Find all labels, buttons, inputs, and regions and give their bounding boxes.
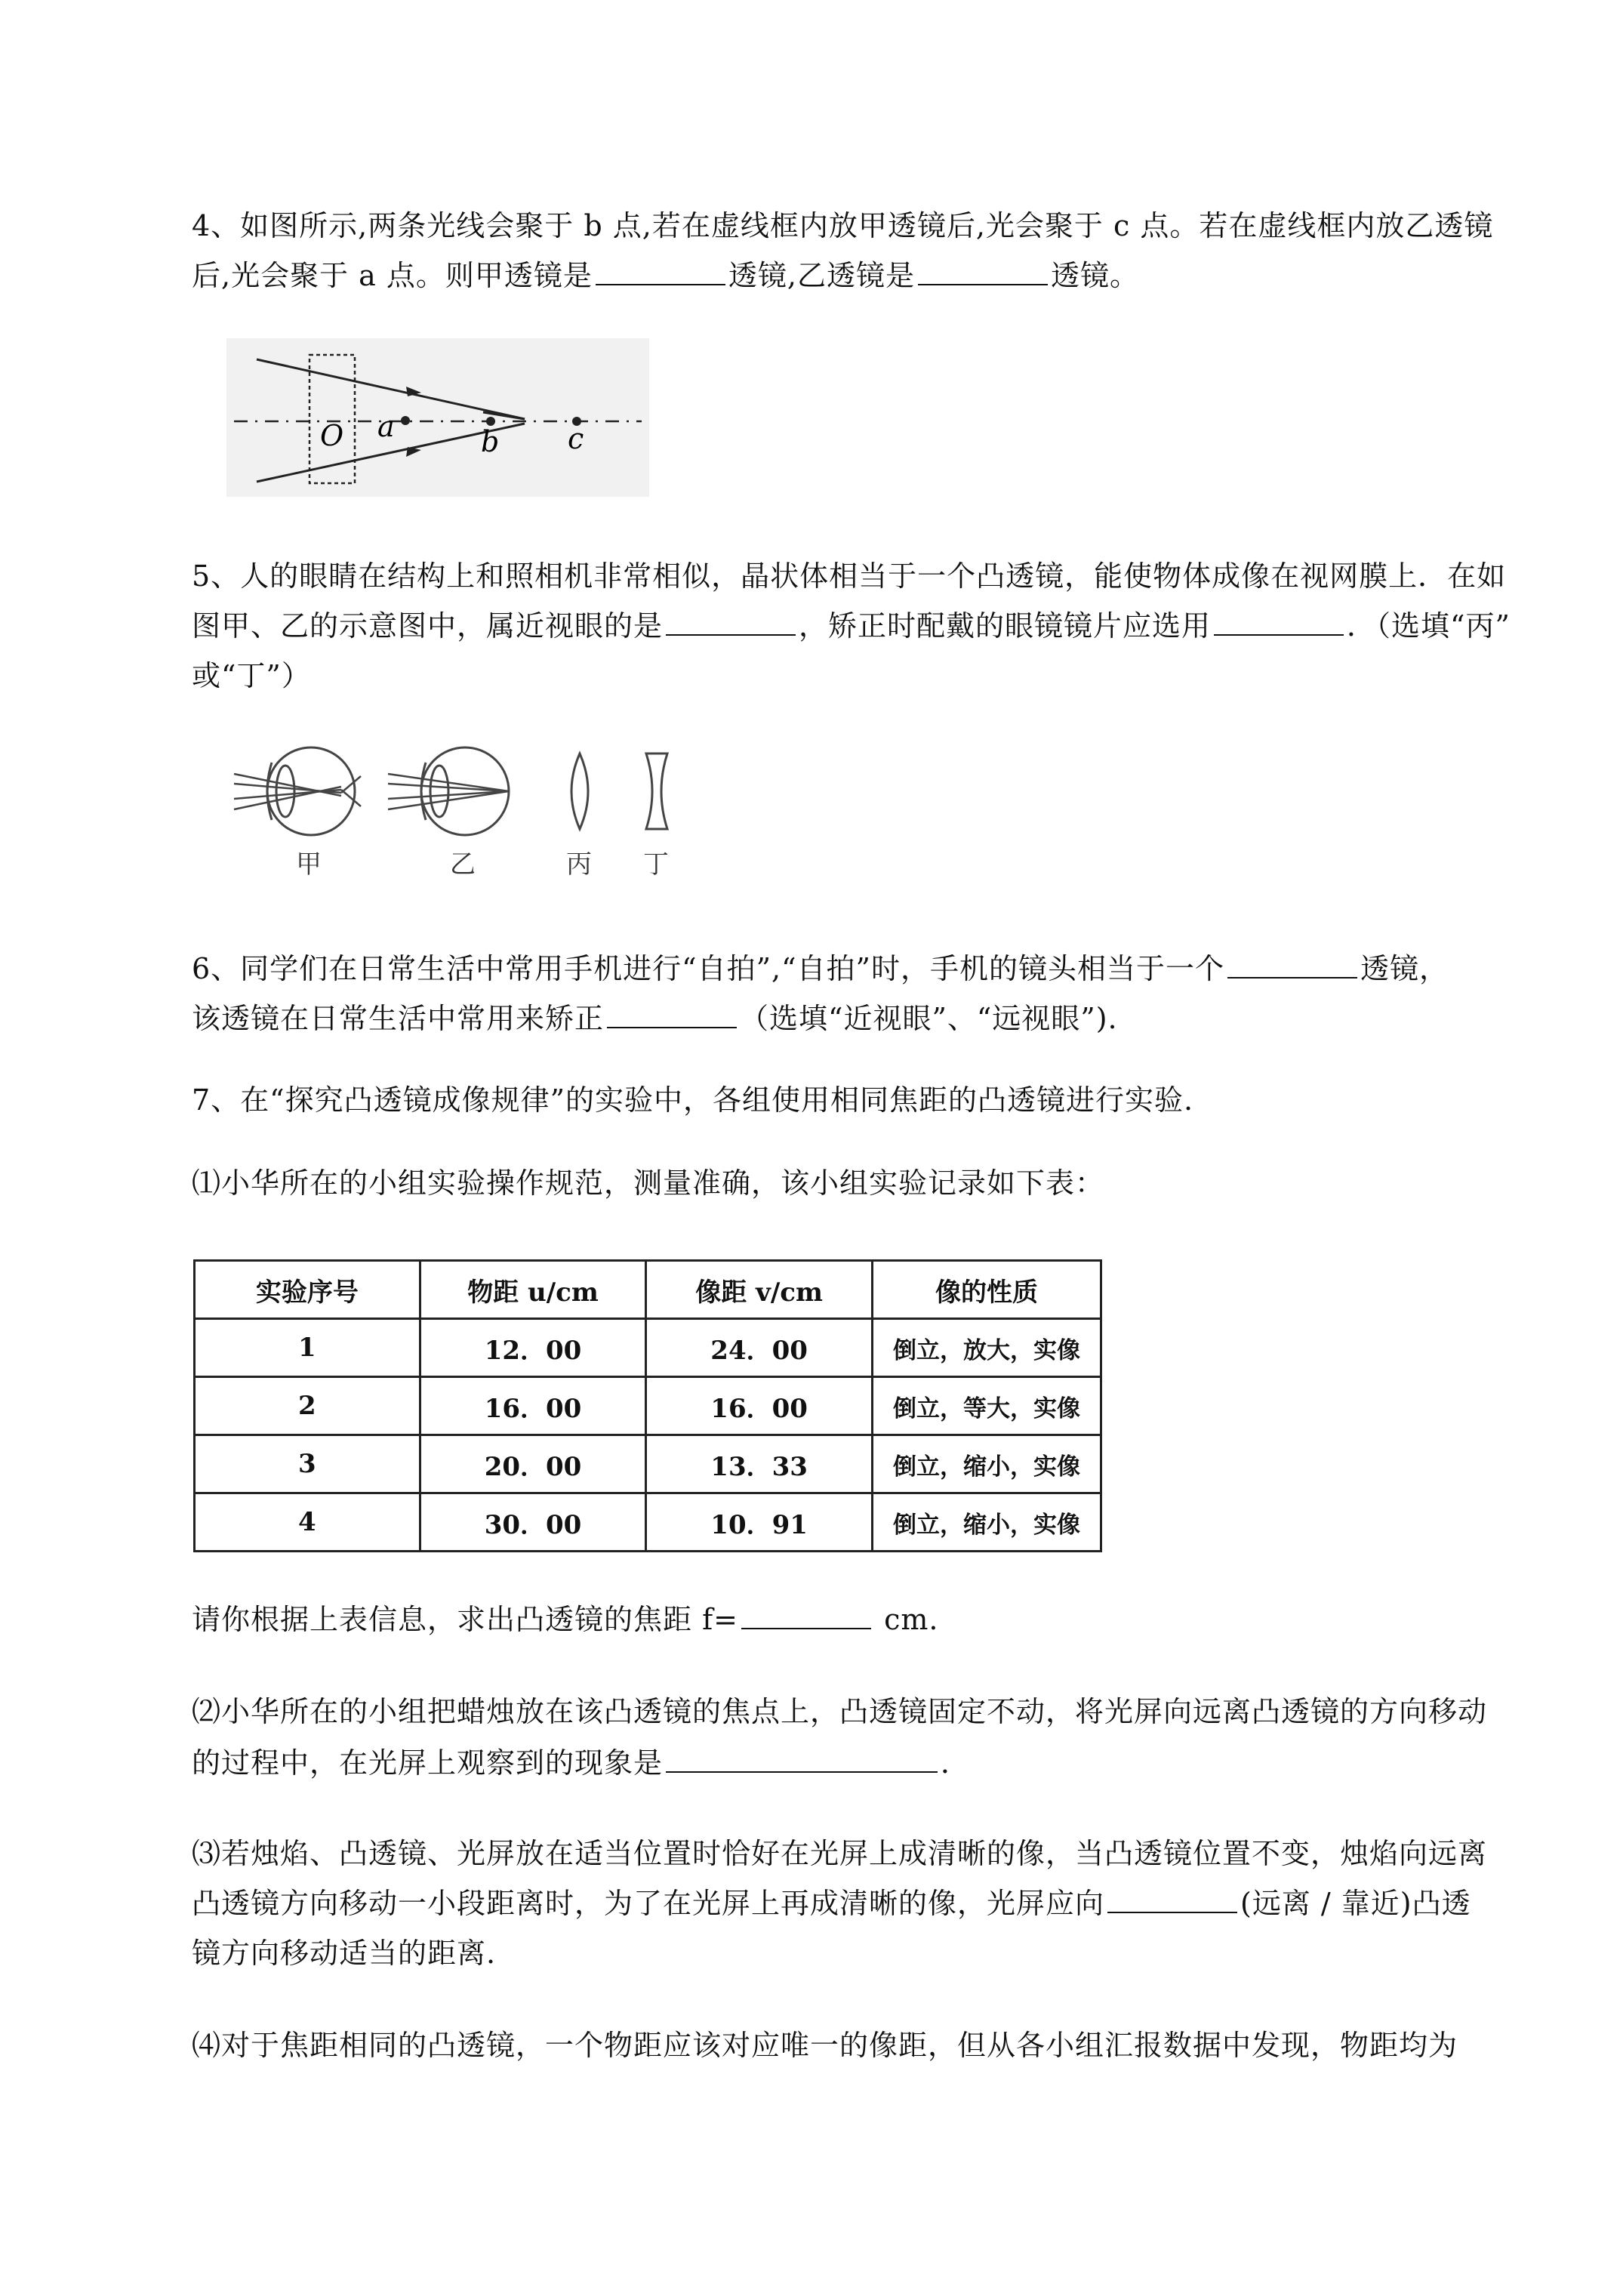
q4-label-a: a <box>377 410 395 443</box>
q7-focal-unit: cm. <box>884 1603 939 1636</box>
table-cell: 1 <box>195 1319 420 1377</box>
q7-part2-text: 的过程中，在光屏上观察到的现象是 <box>192 1746 664 1780</box>
q6-text-c: 该透镜在日常生活中常用来矫正 <box>192 1002 605 1035</box>
table-cell: 30．00 <box>420 1493 646 1552</box>
q4-blank-jia[interactable] <box>596 255 725 285</box>
table-cell: 24．00 <box>646 1319 873 1377</box>
table-cell: 10．91 <box>646 1493 873 1552</box>
table-header: 实验序号 <box>195 1261 420 1319</box>
q4-text-c: 透镜。 <box>1051 259 1140 292</box>
table-row <box>195 1319 1101 1377</box>
table-cell: 16．00 <box>420 1377 646 1435</box>
table-cell: 4 <box>195 1493 420 1552</box>
table-header: 像距 v/cm <box>646 1261 873 1319</box>
q5-text-a: 图甲、乙的示意图中，属近视眼的是 <box>192 609 664 643</box>
q7-part1: ⑴小华所在的小组实验操作规范，测量准确，该小组实验记录如下表： <box>192 1166 1105 1200</box>
q7-part2-end: ． <box>941 1746 971 1780</box>
table-cell: 12．00 <box>420 1319 646 1377</box>
q7-blank-focal[interactable] <box>741 1599 871 1629</box>
q5-text-c: ．（选填“丙” <box>1347 609 1511 643</box>
table-cell: 倒立，等大，实像 <box>872 1377 1101 1435</box>
eye-jia-icon <box>234 747 361 835</box>
table-header: 物距 u/cm <box>420 1261 646 1319</box>
q5-line3: 或“丁”） <box>192 659 311 692</box>
q7-blank-phenomenon[interactable] <box>666 1743 938 1773</box>
q4-label-b: b <box>481 425 500 458</box>
table-header-row <box>195 1261 1101 1319</box>
q4-label-o: O <box>320 419 344 452</box>
q7-focal-line <box>192 1589 1505 1650</box>
q6-text-d: （选填“近视眼”、“远视眼”). <box>740 1002 1118 1035</box>
q4-light-diagram <box>226 338 649 497</box>
table-cell: 3 <box>195 1435 420 1493</box>
q5-label-yi: 乙 <box>450 849 476 880</box>
convex-lens-icon <box>571 754 588 829</box>
table-cell: 20．00 <box>420 1435 646 1493</box>
table-row <box>195 1377 1101 1435</box>
q7-part4-line1: ⑷对于焦距相同的凸透镜，一个物距应该对应唯一的像距，但从各小组汇报数据中发现，物距均为 <box>192 2029 1458 2062</box>
q4-blank-yi[interactable] <box>918 255 1048 285</box>
q5-blank-eye[interactable] <box>666 606 796 636</box>
table-cell: 2 <box>195 1377 420 1435</box>
table-row <box>195 1435 1101 1493</box>
table-cell: 倒立，缩小，实像 <box>872 1435 1101 1493</box>
q5-label-jia: 甲 <box>296 849 322 880</box>
q7-part2-line1: ⑵小华所在的小组把蜡烛放在该凸透镜的焦点上，凸透镜固定不动，将光屏向远离凸透镜的方向移动 <box>192 1695 1488 1728</box>
q5-label-ding: 丁 <box>643 849 669 880</box>
q4-line2 <box>192 245 1505 307</box>
q6-text-a: 6、同学们在日常生活中常用手机进行“自拍”,“自拍”时，手机的镜头相当于一个 <box>192 952 1224 985</box>
q6-line2 <box>192 988 1505 1049</box>
q5-eye-diagram <box>226 740 725 891</box>
q7-part2-line2 <box>192 1732 1505 1794</box>
q4-text-a: 后,光会聚于 a 点。则甲透镜是 <box>192 259 593 292</box>
q7-focal-text: 请你根据上表信息，求出凸透镜的焦距 f= <box>192 1603 738 1636</box>
q6-blank-eye[interactable] <box>607 998 737 1028</box>
q5-text-b: ，矫正时配戴的眼镜镜片应选用 <box>799 609 1212 643</box>
eye-yi-icon <box>388 747 509 835</box>
q7-part3-text: 凸透镜方向移动一小段距离时，为了在光屏上再成清晰的像，光屏应向 <box>192 1887 1105 1920</box>
q5-label-bing: 丙 <box>566 849 592 880</box>
q6-text-b: 透镜， <box>1360 952 1449 985</box>
q7-intro: 7、在“探究凸透镜成像规律”的实验中，各组使用相同焦距的凸透镜进行实验. <box>192 1083 1194 1117</box>
table-header: 像的性质 <box>872 1261 1101 1319</box>
table-cell: 倒立，缩小，实像 <box>872 1493 1101 1552</box>
table-cell: 13．33 <box>646 1435 873 1493</box>
q4-label-c: c <box>568 422 584 455</box>
table-cell: 16．00 <box>646 1377 873 1435</box>
q4-line1: 4、如图所示,两条光线会聚于 b 点,若在虚线框内放甲透镜后,光会聚于 c 点。若在虚线框内放乙透镜 <box>192 209 1494 242</box>
concave-lens-icon <box>646 754 667 829</box>
q4-text-b: 透镜,乙透镜是 <box>728 259 915 292</box>
q5-blank-lens[interactable] <box>1214 606 1344 636</box>
q7-part3-line1: ⑶若烛焰、凸透镜、光屏放在适当位置时恰好在光屏上成清晰的像，当凸透镜位置不变，烛焰向远离 <box>192 1837 1488 1870</box>
q7-part3-line3: 镜方向移动适当的距离. <box>192 1937 497 1970</box>
experiment-table <box>193 1259 1102 1552</box>
table-cell: 倒立，放大，实像 <box>872 1319 1101 1377</box>
q7-part3-option: (远离 / 靠近)凸透 <box>1240 1887 1471 1920</box>
table-row <box>195 1493 1101 1552</box>
q5-line1: 5、人的眼睛在结构上和照相机非常相似，晶状体相当于一个凸透镜，能使物体成像在视网膜上．在如 <box>192 559 1507 593</box>
q6-blank-lens[interactable] <box>1227 948 1357 978</box>
q7-blank-direction[interactable] <box>1107 1883 1237 1913</box>
